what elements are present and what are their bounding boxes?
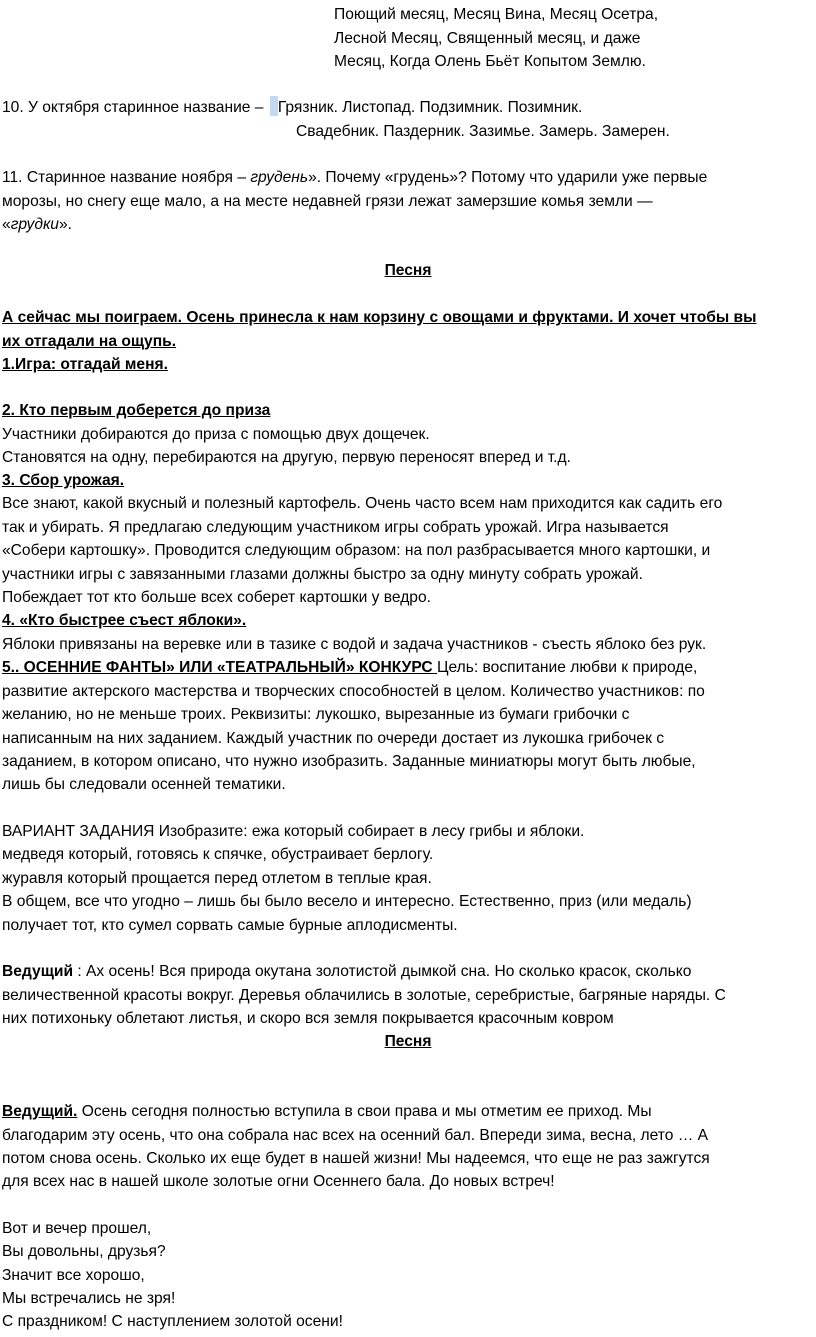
- text-line: Лесной Месяц, Священный месяц, и даже: [334, 30, 641, 47]
- text-line: Яблоки привязаны на веревке или в тазике с водой и задача участников - съесть яблоко без рук.: [2, 636, 707, 653]
- text-line: написанным на них заданием. Каждый участник по очереди достает из лукошка грибочек с: [2, 730, 665, 747]
- text-line: Поющий месяц, Месяц Вина, Месяц Осетра,: [334, 6, 659, 23]
- text-line: благодарим эту осень, что она собрала нас всех на осенний бал. Впереди зима, весна, лето … А: [2, 1127, 709, 1144]
- text-line: для всех нас в нашей школе золотые огни Осеннего бала. До новых встреч!: [2, 1173, 555, 1190]
- poem-line: С праздником! С наступлением золотой осени!: [2, 1313, 343, 1330]
- italic-term: грудень: [250, 169, 309, 186]
- text-line: Становятся на одну, перебираются на другую, первую переносят вперед и т.д.: [2, 449, 571, 466]
- text-line: медведя который, готовясь к спячке, обустраивает берлогу.: [2, 846, 434, 863]
- game-2-title: 2. Кто первым доберется до приза: [2, 402, 271, 419]
- games-intro-line: А сейчас мы поиграем. Осень принесла к нам корзину с овощами и фруктами. И хочет чтобы вы: [2, 309, 757, 326]
- text-line: величественной красоты вокруг. Деревья облачились в золотые, серебристые, багряные наряды. С: [2, 987, 726, 1004]
- poem-line: Значит все хорошо,: [2, 1267, 145, 1284]
- poem-line: Вот и вечер прошел,: [2, 1220, 152, 1237]
- text-line: [2, 213, 72, 236]
- text-line: потом снова осень. Сколько их еще будет в нашей жизни! Мы надеемся, что еще не раз зажгутся: [2, 1150, 710, 1167]
- text-line: морозы, но снегу еще мало, а на месте недавней грязи лежат замерзшие комья земли —: [2, 193, 653, 210]
- text-line: Месяц, Когда Олень Бьёт Копытом Землю.: [334, 53, 646, 70]
- text-line: «Собери картошку». Проводится следующим образом: на пол разбрасывается много картошки, и: [2, 542, 711, 559]
- game-1-title: 1.Игра: отгадай меня.: [2, 356, 168, 373]
- text-line: журавля который прощается перед отлетом в теплые края.: [2, 870, 432, 887]
- song-heading: Песня: [384, 1033, 432, 1050]
- text-line: В общем, все что угодно – лишь бы было весело и интересно. Естественно, приз (или медаль): [2, 893, 692, 910]
- games-intro-line: их отгадали на ощупь.: [2, 333, 177, 350]
- text-line: них потихоньку облетают листья, и скоро вся земля покрывается красочным ковром: [2, 1010, 614, 1027]
- text-span: 11. Старинное название ноября –: [2, 169, 251, 186]
- item-11-line: [2, 166, 707, 189]
- text-line: желанию, но не меньше троих. Реквизиты: лукошко, вырезанные из бумаги грибочки с: [2, 706, 630, 723]
- text-line: Побеждает тот кто больше всех соберет картошки у ведро.: [2, 589, 431, 606]
- text-span: Грязник. Листопад. Подзимник. Позимник.: [277, 99, 583, 116]
- text-span: 10. У октября старинное название –: [2, 99, 268, 116]
- text-line: получает тот, кто сумел сорвать самые бурные аплодисменты.: [2, 917, 458, 934]
- host-label: Ведущий.: [2, 1103, 78, 1120]
- game-3-title: 3. Сбор урожая.: [2, 472, 125, 489]
- text-span: ». Почему «грудень»? Потому что ударили уже первые: [308, 169, 708, 186]
- text-line: ВАРИАНТ ЗАДАНИЯ Изобразите: ежа который собирает в лесу грибы и яблоки.: [2, 823, 585, 840]
- text-span: : Ах осень! Вся природа окутана золотистой дымкой сна. Но сколько красок, сколько: [73, 963, 692, 980]
- poem-line: Вы довольны, друзья?: [2, 1243, 166, 1260]
- text-line: так и убирать. Я предлагаю следующим участником игры собрать урожай. Игра называется: [2, 519, 669, 536]
- host-1-line: [2, 960, 691, 983]
- text-line: Все знают, какой вкусный и полезный картофель. Очень часто всем нам приходится как садить его: [2, 495, 723, 512]
- text-span: ».: [58, 216, 72, 233]
- song-heading: Песня: [384, 262, 432, 279]
- game-5-line: [2, 656, 697, 679]
- text-line: лишь бы следовали осенней тематики.: [2, 776, 286, 793]
- host-label: Ведущий: [2, 963, 74, 980]
- host-2-line: [2, 1100, 652, 1123]
- item-10-line: [2, 96, 582, 119]
- text-span: Осень сегодня полностью вступила в свои права и мы отметим ее приход. Мы: [77, 1103, 652, 1120]
- poem-line: Мы встречались не зря!: [2, 1290, 176, 1307]
- italic-term: грудки: [10, 216, 59, 233]
- text-line: Участники добираются до приза с помощью двух дощечек.: [2, 426, 430, 443]
- text-cursor: [270, 96, 278, 116]
- game-4-title: 4. «Кто быстрее съест яблоки».: [2, 612, 247, 629]
- text-line: заданием, в котором описано, что нужно изобразить. Заданные миниатюры могут быть любые,: [2, 753, 696, 770]
- text-span: Цель: воспитание любви к природе,: [436, 659, 698, 676]
- text-line: Свадебник. Паздерник. Зазимье. Замерь. Замерен.: [296, 123, 670, 140]
- game-5-title: 5.. ОСЕННИЕ ФАНТЫ» ИЛИ «ТЕАТРАЛЬНЫЙ» КОНКУРС: [2, 659, 437, 676]
- text-line: участники игры с завязанными глазами должны быстро за одну минуту собрать урожай.: [2, 566, 643, 583]
- text-line: развитие актерского мастерства и творческих способностей в целом. Количество участников: по: [2, 683, 705, 700]
- text-span: «: [2, 216, 11, 233]
